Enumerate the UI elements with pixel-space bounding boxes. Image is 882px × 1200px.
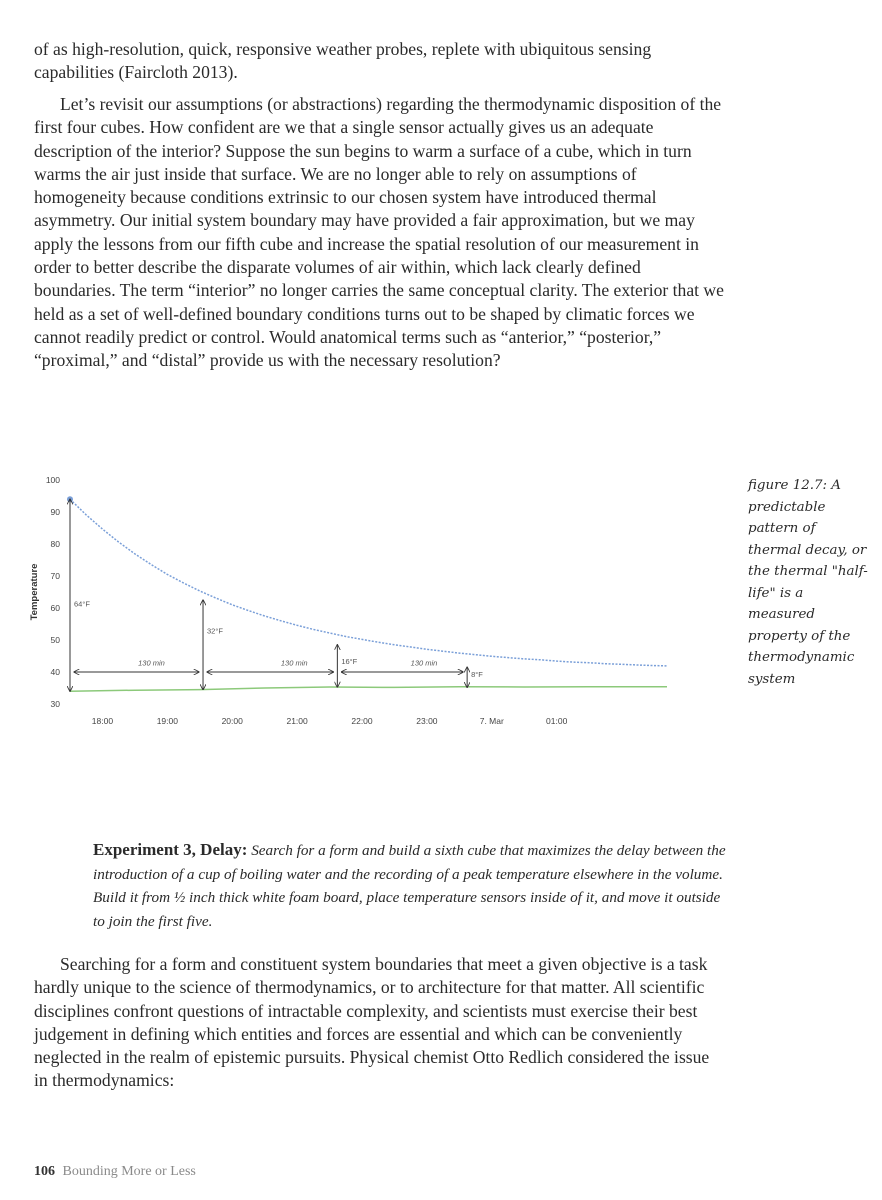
ambient-series-line [70,687,667,692]
chart-annotation: 32°F [207,626,223,636]
x-tick-label: 23:00 [416,716,438,726]
experiment-block [93,838,733,933]
y-tick-label: 30 [50,699,60,709]
page-footer [34,1164,196,1180]
chart-annotation: 130 min [138,658,165,668]
running-title: Bounding More or Less [62,1164,196,1179]
figure-caption: figure 12.7: A predictable pattern of thermal decay, or the thermal "half-life" is a measured property of the thermodynamic system [748,478,868,687]
chart-annotation: 130 min [280,658,308,668]
paragraph-searching: Searching for a form and constituent system boundaries that meet a given objective is a task hardly unique to the science of thermodynamics, or to architecture for that matter. All scientific disciplines confront questions of intractable complexity, and scientists must exercise their best judgement in defining which entities and forces are essential and which can be conveniently neglected in the realm of epistemic pursuits. Physical chemist Otto Redlich considered the issue in thermodynamics: [34,954,710,1091]
x-tick-label: 19:00 [156,716,178,726]
chart-annotation: 64°F [74,599,90,609]
y-tick-label: 50 [50,635,60,645]
x-tick-label: 20:00 [221,716,243,726]
x-tick-label: 7. Mar [479,716,504,726]
experiment-body: Search for a form and build a sixth cube that maximizes the delay between the introduction of a cup of boiling water and the recording of a peak temperature elsewhere in the volume. Build it from ½ inch thick white foam board, place temperature sensors inside of it, and move it outside to join the first five. [93,842,726,930]
experiment-title: Experiment 3, Delay: [93,840,248,859]
x-tick-label: 01:00 [546,716,568,726]
y-tick-label: 60 [50,603,60,613]
decay-series-line [70,499,667,666]
y-tick-label: 70 [50,571,60,581]
thermal-decay-chart [22,462,682,732]
x-tick-label: 18:00 [91,716,114,726]
x-tick-label: 22:00 [351,716,373,726]
paragraph-assumptions: Let’s revisit our assumptions (or abstractions) regarding the thermodynamic disposition of the first four cubes. How confident are we that a single sensor actually gives us an adequate description of the interior? Suppose the sun begins to warm a surface of a cube, which in turn warms the air just inside that surface. We are no longer able to rely on assumptions of homogeneity because conditions extrinsic to our chosen system have introduced thermal asymmetry. Our initial system boundary may have provided a fair approximation, but we may apply the lessons from our fifth cube and increase the spatial resolution of our measurement in order to better describe the disparate volumes of air within, which lack clearly defined boundaries. The term “interior” no longer carries the same conceptual clarity. The exterior that we held as a set of well-defined boundary conditions turns out to be shaped by climatic forces we cannot readily predict or control. Would anatomical terms such as “anterior,” “posterior,” “proximal,” and “distal” provide us with the necessary resolution? [34,94,724,371]
page-number: 106 [34,1164,55,1179]
y-tick-label: 40 [50,667,60,677]
x-tick-label: 21:00 [286,716,308,726]
chart-annotation: 130 min [410,658,438,668]
y-axis-label: Temperature [29,563,40,621]
y-tick-label: 80 [50,539,60,549]
paragraph-continued: of as high-resolution, quick, responsive weather probes, replete with ubiquitous sensing capabilities (Faircloth 2013). [34,39,652,83]
y-tick-label: 100 [45,475,60,485]
y-tick-label: 90 [50,507,60,517]
chart-annotation: 8°F [471,669,483,679]
chart-annotation: 16°F [341,657,358,666]
